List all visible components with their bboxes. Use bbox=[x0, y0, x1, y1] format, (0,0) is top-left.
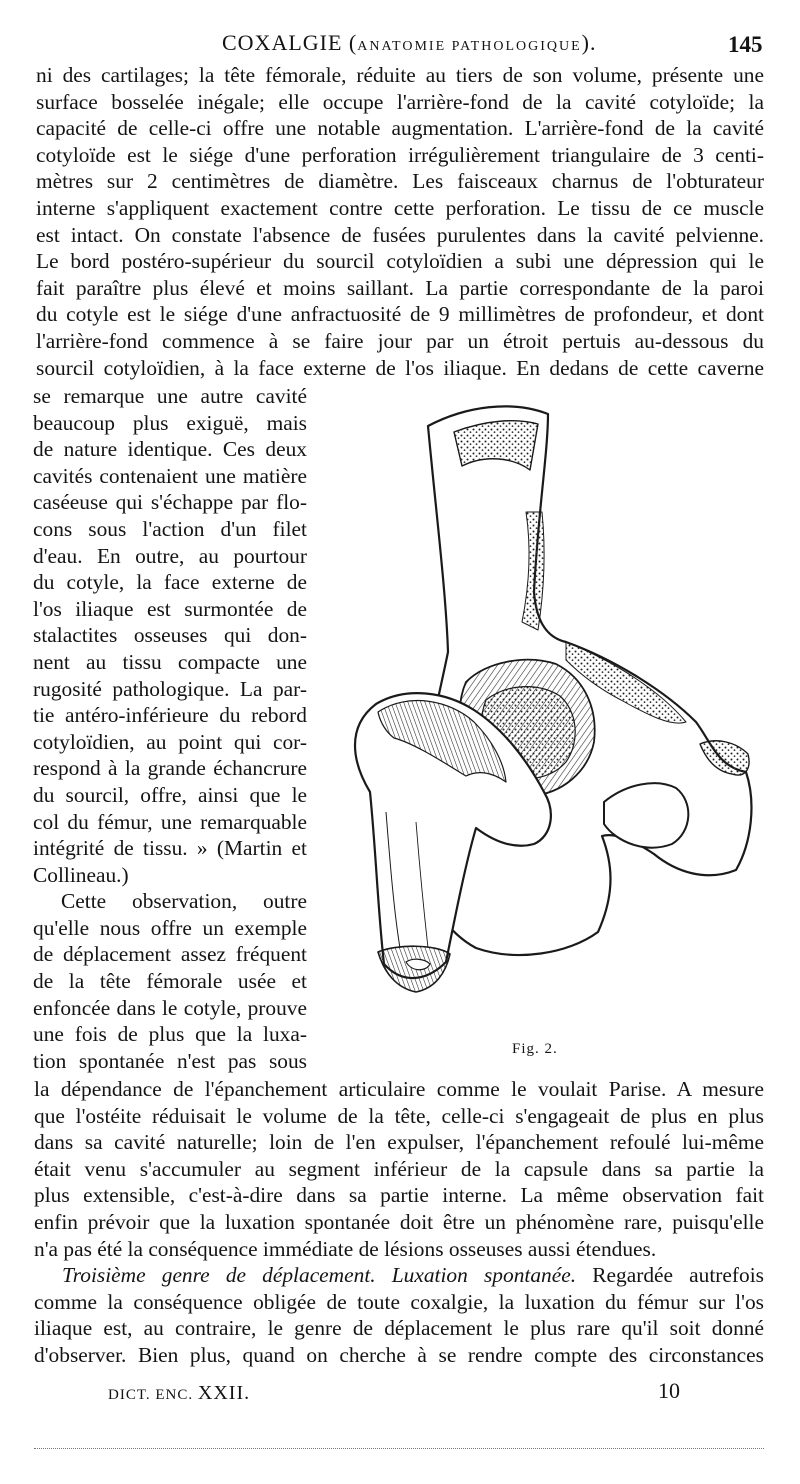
figure-caption: Fig. 2. bbox=[512, 1041, 558, 1057]
signature-number: 10 bbox=[658, 1378, 680, 1403]
bottom-rule bbox=[34, 1448, 764, 1449]
column-line: beaucoup plus exiguë, mais bbox=[33, 410, 307, 435]
text-line: sourcil cotyloïdien, à la face externe de l'os iliaque. En dedans de cette caverne bbox=[36, 355, 764, 380]
column-line: cotyloïdien, au point qui cor- bbox=[33, 729, 307, 754]
text-line: plus extensible, c'est-à-dire dans sa partie interne. La même observation fait bbox=[34, 1183, 764, 1208]
text-line: comme la conséquence obligée de toute coxalgie, la luxation du fémur sur l'os bbox=[34, 1289, 764, 1314]
column-line: cavités contenaient une matière bbox=[33, 463, 307, 488]
running-header bbox=[0, 30, 800, 60]
column-line: d'eau. En outre, au pourtour bbox=[33, 543, 307, 568]
text-line: cotyloïde est le siége d'une perforation irrégulièrement triangulaire de 3 centi- bbox=[36, 142, 764, 167]
running-title-main: COXALGIE ( bbox=[222, 30, 358, 55]
text-line: fait paraître plus élevé et moins saillant. La partie correspondante de la paroi bbox=[36, 275, 764, 300]
page-footer bbox=[0, 1378, 800, 1410]
column-line: stalactites osseuses qui don- bbox=[33, 623, 307, 648]
column-line: une fois de plus que la luxa- bbox=[33, 1022, 307, 1047]
column-line: se remarque une autre cavité bbox=[33, 384, 307, 408]
running-title-subject: ANATOMIE PATHOLOGIQUE bbox=[357, 39, 582, 54]
page-number: 145 bbox=[728, 32, 763, 57]
signature-prefix: DICT. ENC. bbox=[108, 1387, 194, 1403]
section-heading: Troisième genre de déplacement. Luxation spontanée. bbox=[62, 1263, 577, 1288]
column-line: qu'elle nous offre un exemple bbox=[33, 915, 307, 940]
text-line: d'observer. Bien plus, quand on cherche à se rendre compte des circonstances bbox=[34, 1342, 764, 1367]
text-line: la dépendance de l'épanchement articulaire comme le voulait Parise. A mesure bbox=[34, 1077, 764, 1101]
column-line: tion spontanée n'est pas sous bbox=[33, 1048, 307, 1073]
column-line: de la tête fémorale usée et bbox=[33, 969, 307, 994]
signature-volume: XXII. bbox=[197, 1382, 251, 1404]
running-title-end: ). bbox=[581, 30, 597, 55]
section-heading-rest: Regardée autrefois bbox=[576, 1263, 764, 1288]
column-line: Collineau.) bbox=[33, 862, 129, 887]
text-line: est intact. On constate l'absence de fusées purulentes dans la cavité pelvienne. bbox=[36, 222, 764, 247]
column-line: caséeuse qui s'échappe par flo- bbox=[33, 490, 307, 515]
text-line: que l'ostéite réduisait le volume de la tête, celle-ci s'engageait de plus en plus bbox=[34, 1103, 764, 1128]
column-line: tie antéro-inférieure du rebord bbox=[33, 703, 307, 728]
column-line: du cotyle, la face externe de bbox=[33, 570, 307, 595]
text-line: mètres sur 2 centimètres de diamètre. Les faisceaux charnus de l'obturateur bbox=[36, 169, 764, 194]
column-line: cons sous l'action d'un filet bbox=[33, 516, 307, 541]
running-title bbox=[222, 30, 596, 56]
hip-joint-illustration bbox=[316, 392, 772, 1052]
column-line: l'os iliaque est surmontée de bbox=[33, 596, 307, 621]
column-line: de nature identique. Ces deux bbox=[33, 437, 307, 462]
column-line: Cette observation, outre bbox=[61, 889, 307, 914]
printer-signature bbox=[108, 1382, 250, 1405]
text-line: ni des cartilages; la tête fémorale, réduite au tiers de son volume, présente une bbox=[36, 63, 764, 87]
left-column-text bbox=[33, 383, 307, 1074]
section-heading-line bbox=[34, 1262, 764, 1289]
column-line: intégrité de tissu. » (Martin et bbox=[33, 836, 307, 861]
text-line: capacité de celle-ci offre une notable augmentation. L'arrière-fond de la cavité bbox=[36, 116, 764, 141]
text-line: l'arrière-fond commence à se faire jour par un étroit pertuis au-dessous du bbox=[36, 328, 764, 353]
column-line: nent au tissu compacte une bbox=[33, 649, 307, 674]
text-line: dans sa cavité naturelle; loin de l'en expulser, l'épanchement refoulé lui-même bbox=[34, 1130, 764, 1155]
text-line: n'a pas été la conséquence immédiate de lésions osseuses aussi étendues. bbox=[34, 1236, 657, 1261]
text-line: Le bord postéro-supérieur du sourcil cotyloïdien a subi une dépression qui le bbox=[36, 249, 764, 274]
bottom-text-block bbox=[34, 1076, 764, 1369]
column-line: rugosité pathologique. La par- bbox=[33, 676, 307, 701]
text-line: enfin prévoir que la luxation spontanée doit être un phénomène rare, puisqu'elle bbox=[34, 1209, 764, 1234]
text-line: du cotyle est le siége d'une anfractuosité de 9 millimètres de profondeur, et dont bbox=[36, 302, 764, 327]
column-line: de déplacement assez fréquent bbox=[33, 942, 307, 967]
column-line: respond à la grande échancrure bbox=[33, 756, 307, 781]
text-line: était venu s'accumuler au segment inférieur de la capsule dans sa partie la bbox=[34, 1156, 764, 1181]
text-line: iliaque est, au contraire, le genre de déplacement le plus rare qu'il soit donné bbox=[34, 1316, 764, 1341]
text-line: interne s'appliquent exactement contre cette perforation. Le tissu de ce muscle bbox=[36, 195, 764, 220]
top-text-block bbox=[36, 62, 764, 381]
text-line: surface bosselée inégale; elle occupe l'arrière-fond de la cavité cotyloïde; la bbox=[36, 89, 764, 114]
column-line: du sourcil, offre, ainsi que le bbox=[33, 782, 307, 807]
column-line: col du fémur, une remarquable bbox=[33, 809, 307, 834]
column-line: enfoncée dans le cotyle, prouve bbox=[33, 995, 307, 1020]
